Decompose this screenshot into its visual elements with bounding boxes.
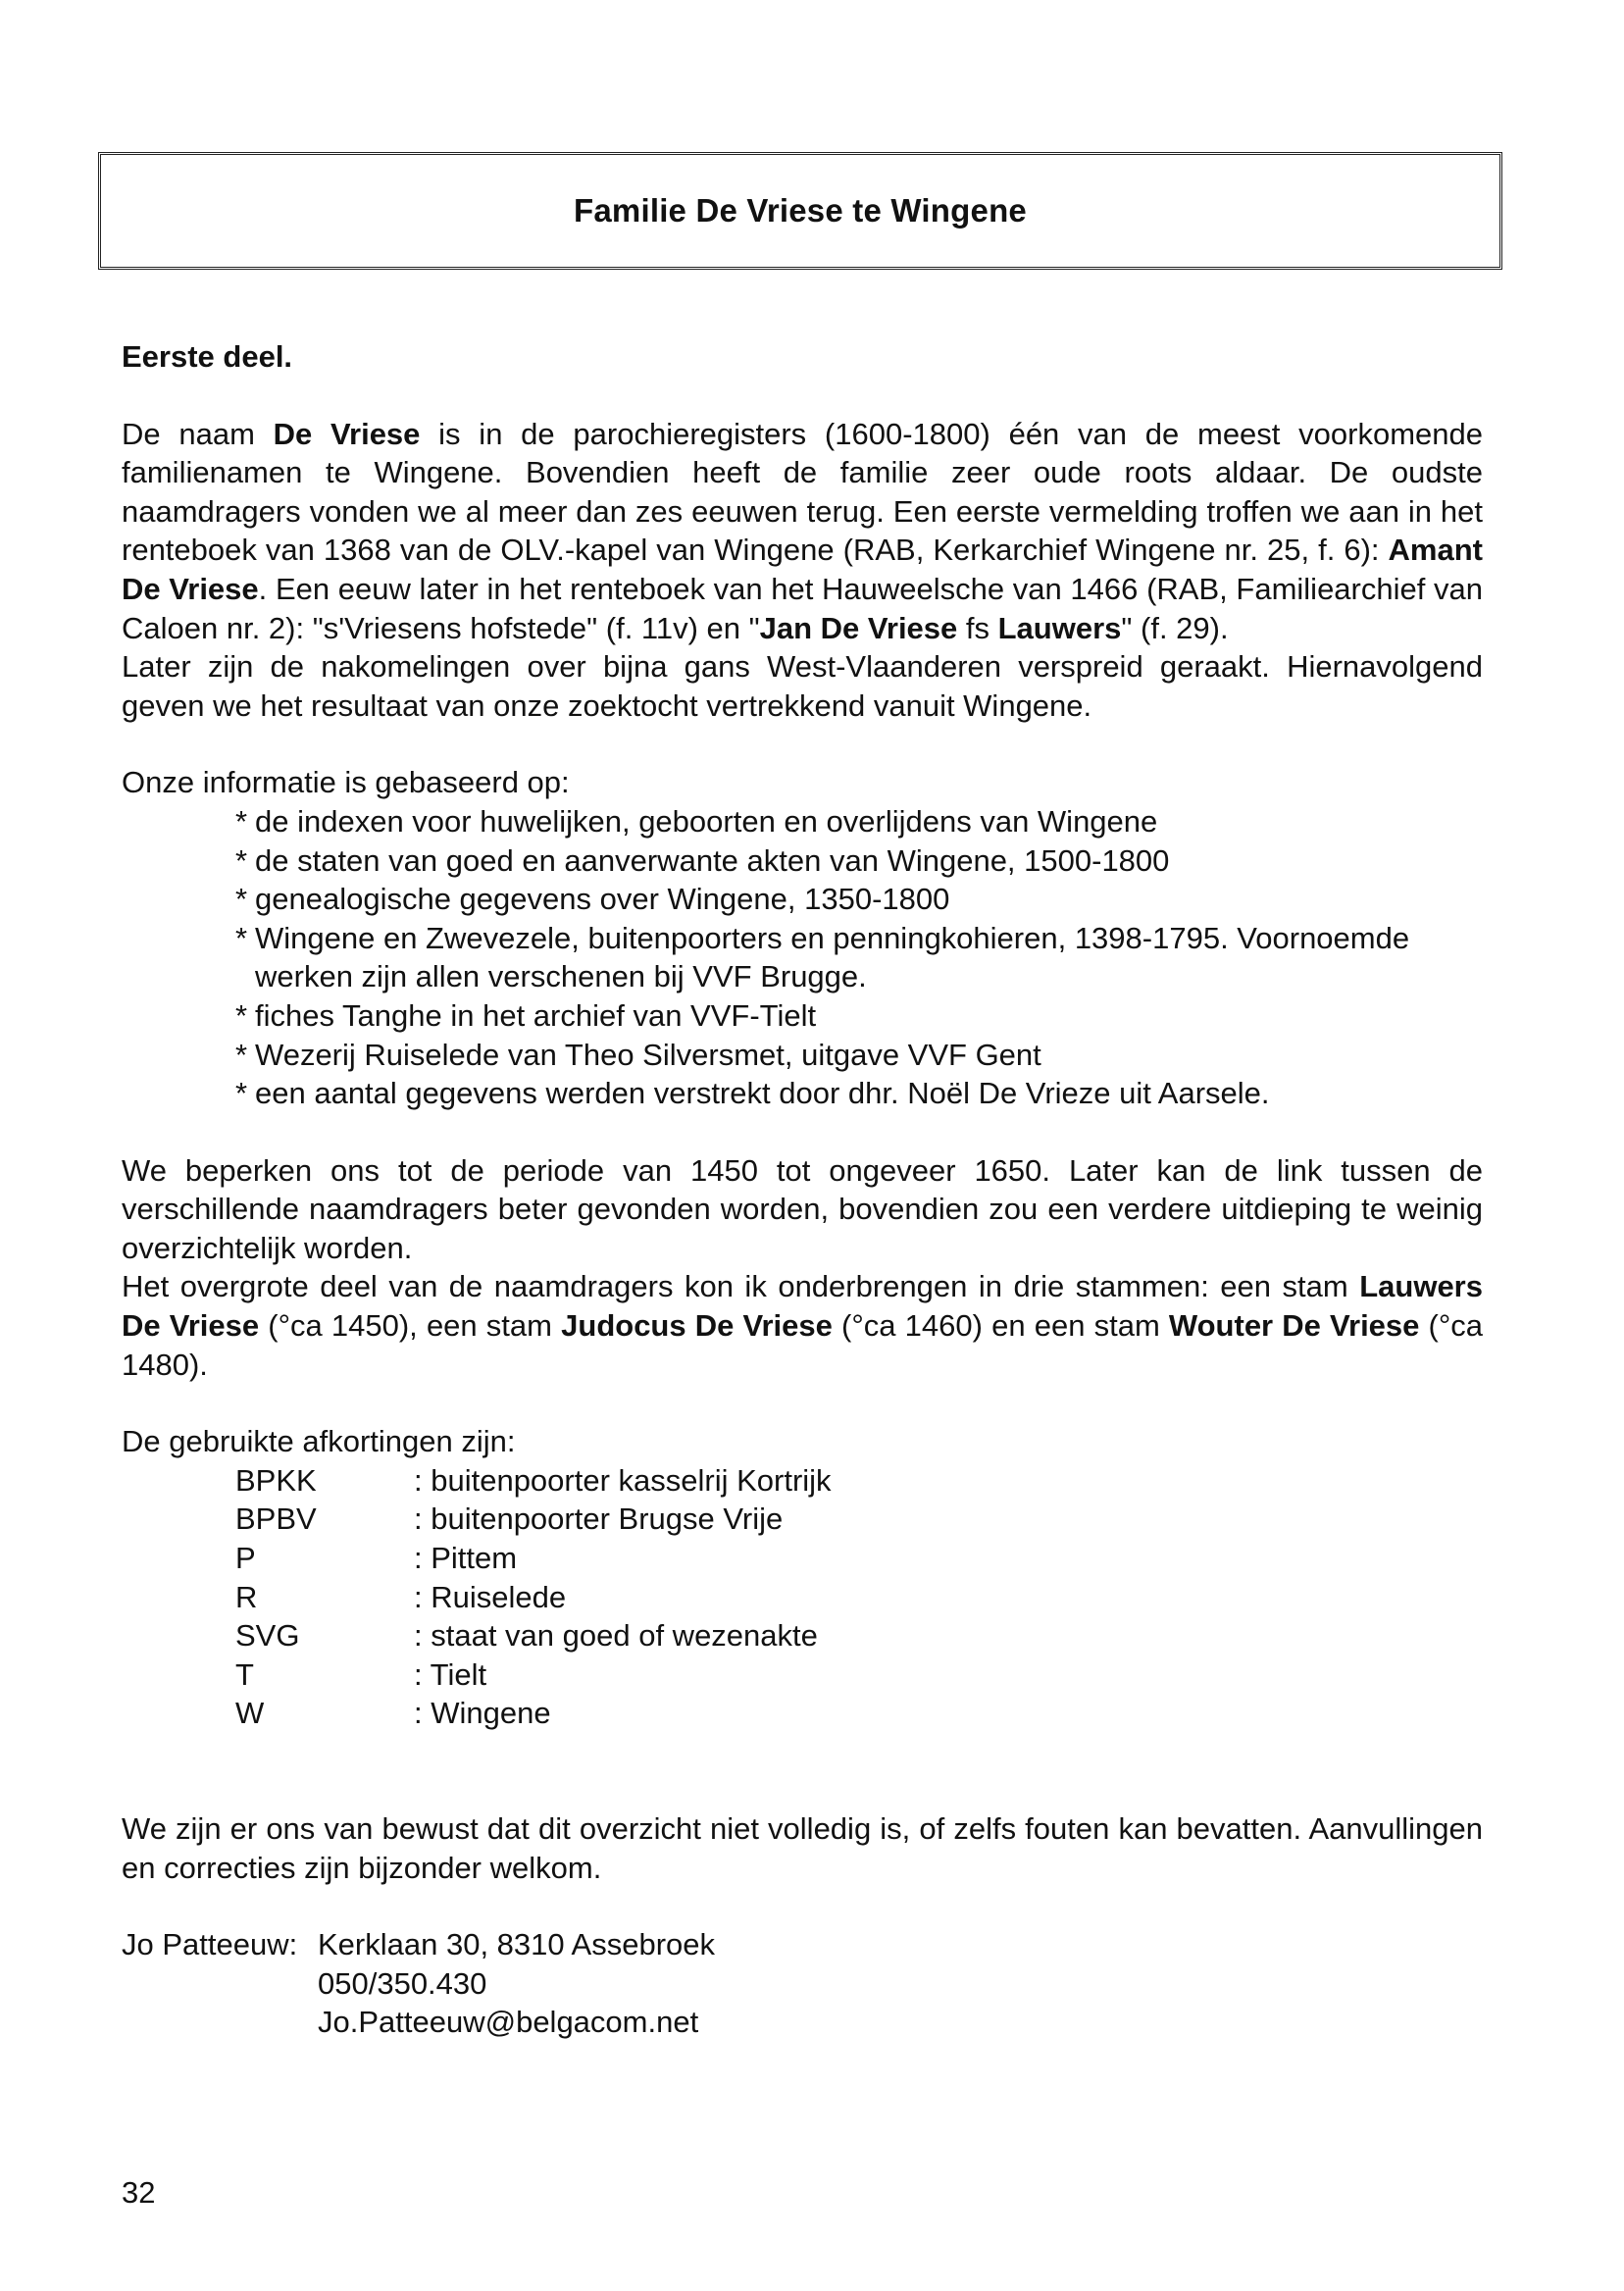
contact-name: Jo Patteeuw: bbox=[122, 1927, 298, 1962]
list-item bbox=[235, 841, 1483, 881]
table-row bbox=[235, 1578, 832, 1617]
table-row bbox=[235, 1500, 832, 1539]
stems-text: (°ca 1450), een stam bbox=[259, 1308, 562, 1344]
stem-name: Wouter De Vriese bbox=[1168, 1308, 1420, 1344]
abbreviation-code: R bbox=[235, 1579, 258, 1614]
title-box bbox=[98, 152, 1502, 270]
list-item-text: de indexen voor huwelijken, geboorten en overlijdens van Wingene bbox=[255, 803, 1158, 839]
contact-block bbox=[122, 1925, 1483, 2042]
article-body bbox=[122, 337, 1483, 2042]
abbreviation-meaning: : Wingene bbox=[414, 1696, 551, 1731]
bullet-star-icon: * bbox=[235, 842, 248, 878]
intro-paragraph bbox=[122, 415, 1483, 648]
stem-name: Judocus De Vriese bbox=[561, 1308, 833, 1344]
bullet-star-icon: * bbox=[235, 920, 248, 955]
abbreviation-code: W bbox=[235, 1696, 265, 1731]
abbreviations-table bbox=[235, 1461, 832, 1733]
stems-text: (°ca 1480). bbox=[122, 1308, 1484, 1382]
stems-text: (°ca 1460) en een stam bbox=[832, 1308, 1169, 1344]
sources-list bbox=[122, 802, 1483, 1113]
abbreviation-meaning: : buitenpoorter kasselrij Kortrijk bbox=[414, 1462, 832, 1498]
abbreviation-meaning: : Pittem bbox=[414, 1541, 518, 1576]
later-paragraph: Later zijn de nakomelingen over bijna gans West-Vlaanderen verspreid geraakt. Hiernavolgend geven we het resultaat van onze zoektocht vertrekkend vanuit Wingene. bbox=[122, 649, 1483, 723]
table-row bbox=[235, 1616, 832, 1655]
stem-name: Lauwers De Vriese bbox=[122, 1269, 1483, 1344]
list-item-text: de staten van goed en aanverwante akten van Wingene, 1500-1800 bbox=[255, 842, 1170, 878]
intro-name: Jan De Vriese bbox=[759, 610, 958, 645]
section-heading bbox=[122, 337, 1483, 377]
section-heading-text: Eerste deel. bbox=[122, 339, 293, 374]
stems-paragraph bbox=[122, 1267, 1483, 1384]
page-number: 32 bbox=[122, 2175, 156, 2210]
abbreviation-meaning: : Tielt bbox=[414, 1656, 487, 1692]
period-paragraph: We beperken ons tot de periode van 1450 tot ongeveer 1650. Later kan de link tussen de verschillende naamdragers beter gevonden worden, bovendien zou een verdere uitdieping te weinig overzichtelijk worden. bbox=[122, 1152, 1483, 1265]
abbreviation-code: BPKK bbox=[235, 1462, 317, 1498]
list-item-text: Wezerij Ruiselede van Theo Silversmet, uitgave VVF Gent bbox=[255, 1037, 1041, 1072]
intro-name: Lauwers bbox=[997, 610, 1122, 645]
contact-phone: 050/350.430 bbox=[318, 1965, 487, 2001]
list-item bbox=[235, 1036, 1483, 1075]
sources-intro: Onze informatie is gebaseerd op: bbox=[122, 765, 570, 800]
table-row bbox=[235, 1539, 832, 1578]
abbreviation-code: P bbox=[235, 1541, 256, 1576]
intro-name: Amant De Vriese bbox=[122, 533, 1483, 606]
contact-address: Kerklaan 30, 8310 Assebroek bbox=[318, 1927, 715, 1962]
list-item bbox=[235, 996, 1483, 1036]
bullet-star-icon: * bbox=[235, 997, 248, 1033]
bullet-star-icon: * bbox=[235, 803, 248, 839]
bullet-star-icon: * bbox=[235, 1076, 248, 1111]
list-item bbox=[235, 919, 1483, 996]
disclaimer-paragraph: We zijn er ons van bewust dat dit overzicht niet volledig is, of zelfs fouten kan bevatten. Aanvullingen en correcties zijn bijzonder welkom. bbox=[122, 1811, 1483, 1885]
contact-email: Jo.Patteeuw@belgacom.net bbox=[318, 2005, 699, 2040]
abbreviation-meaning: : buitenpoorter Brugse Vrije bbox=[414, 1502, 784, 1537]
table-row bbox=[235, 1655, 832, 1695]
abbreviation-meaning: : staat van goed of wezenakte bbox=[414, 1618, 818, 1654]
list-item bbox=[235, 802, 1483, 841]
intro-name: De Vriese bbox=[273, 416, 421, 451]
intro-text: . Een eeuw later in het renteboek van het Hauweelsche van 1466 (RAB, Familiearchief van Caloen nr. 2): "s'Vriesens hofstede" (f. 11v) en " bbox=[122, 571, 1483, 645]
list-item-text: genealogische gegevens over Wingene, 1350-1800 bbox=[255, 882, 950, 917]
bullet-star-icon: * bbox=[235, 882, 248, 917]
bullet-star-icon: * bbox=[235, 1037, 248, 1072]
intro-text: fs bbox=[957, 610, 998, 645]
intro-text: " (f. 29). bbox=[1121, 610, 1229, 645]
abbreviation-code: SVG bbox=[235, 1618, 300, 1654]
list-item bbox=[235, 880, 1483, 919]
abbreviation-code: T bbox=[235, 1656, 254, 1692]
table-row bbox=[235, 1461, 832, 1501]
intro-text: De naam bbox=[122, 416, 274, 451]
table-row bbox=[235, 1694, 832, 1733]
stems-text: Het overgrote deel van de naamdragers kon ik onderbrengen in drie stammen: een stam bbox=[122, 1269, 1360, 1304]
page-title: Familie De Vriese te Wingene bbox=[574, 192, 1027, 229]
list-item-text: Wingene en Zwevezele, buitenpoorters en penningkohieren, 1398-1795. Voornoemde werken zijn allen verschenen bij VVF Brugge. bbox=[255, 920, 1410, 994]
contact-details bbox=[318, 1925, 715, 2042]
list-item bbox=[235, 1074, 1483, 1113]
abbreviations-intro: De gebruikte afkortingen zijn: bbox=[122, 1424, 516, 1459]
abbreviation-meaning: : Ruiselede bbox=[414, 1579, 567, 1614]
list-item-text: een aantal gegevens werden verstrekt door dhr. Noël De Vrieze uit Aarsele. bbox=[255, 1076, 1270, 1111]
list-item-text: fiches Tanghe in het archief van VVF-Tielt bbox=[255, 997, 817, 1033]
intro-text: is in de parochieregisters (1600-1800) één van de meest voorkomende familienamen te Wingene. Bovendien heeft de familie zeer oude roots aldaar. De oudste naamdragers vonden we al meer dan zes eeuwen terug. Een eerste vermelding troffen we aan in het renteboek van 1368 van de OLV.-kapel van Wingene (RAB, Kerkarchief Wingene nr. 25, f. 6): bbox=[122, 416, 1483, 568]
abbreviation-code: BPBV bbox=[235, 1502, 317, 1537]
